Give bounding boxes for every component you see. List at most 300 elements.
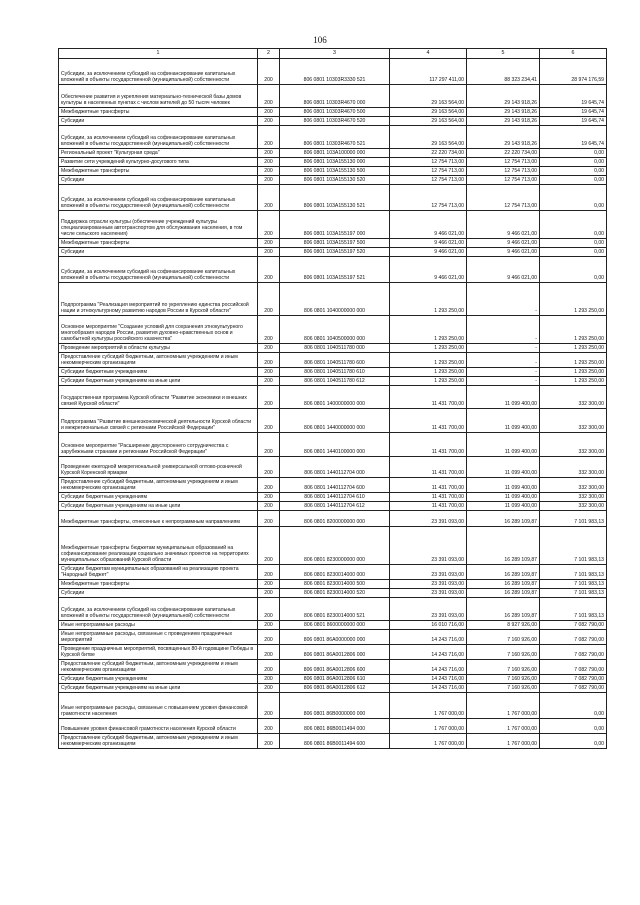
approved-amount-cell: 1 767 000,00	[390, 693, 467, 719]
budget-classification-code-cell: 806 0801 86B0011494 600	[280, 734, 390, 749]
table-row	[59, 108, 607, 117]
expense-name-cell: Субсидии	[59, 248, 258, 257]
expense-name-cell: Предоставление субсидий бюджетным, автономным учреждениям и иным некоммерческим организациям	[59, 353, 258, 368]
unexecuted-amount-cell: 332 300,00	[540, 386, 607, 409]
expense-name-cell: Проведение праздничных мероприятий, посвященных 80-й годовщине Победы в Курской битве	[59, 645, 258, 660]
unexecuted-amount-cell: 332 300,00	[540, 478, 607, 493]
approved-amount-cell: 117 297 411,00	[390, 59, 467, 85]
expense-name-cell: Межбюджетные трансферты бюджетам муниципальных образований на софинансирование реализации социально значимых проектов на территориях муниципальных образований Курской области	[59, 527, 258, 565]
approved-amount-cell: 1 293 250,00	[390, 283, 467, 316]
table-row	[59, 409, 607, 433]
approved-amount-cell: 12 754 713,00	[390, 176, 467, 185]
unexecuted-amount-cell: 19 645,74	[540, 126, 607, 149]
budget-classification-code-cell: 806 0801 103A155197 520	[280, 248, 390, 257]
budget-classification-code-cell: 806 0801 1440112704 612	[280, 502, 390, 511]
unexecuted-amount-cell: 7 082 790,00	[540, 645, 607, 660]
expense-name-cell: Иные непрограммные расходы, связанные с повышением уровня финансовой грамотности населения	[59, 693, 258, 719]
line-code-cell: 200	[258, 117, 280, 126]
executed-amount-cell: 9 466 021,00	[467, 239, 540, 248]
executed-amount-cell: 29 143 918,26	[467, 126, 540, 149]
executed-amount-cell: 7 160 926,00	[467, 630, 540, 645]
column-header-2: 2	[258, 49, 280, 59]
expense-name-cell: Субсидии бюджетным учреждениям на иные цели	[59, 684, 258, 693]
executed-amount-cell: 1 767 000,00	[467, 719, 540, 734]
table-row	[59, 368, 607, 377]
budget-classification-code-cell: 806 0801 1040511780 600	[280, 353, 390, 368]
table-row	[59, 527, 607, 565]
budget-classification-code-cell: 806 0801 1440000000 000	[280, 409, 390, 433]
expense-name-cell: Субсидии бюджетным учреждениям на иные цели	[59, 502, 258, 511]
executed-amount-cell: 1 767 000,00	[467, 734, 540, 749]
executed-amount-cell: 9 466 021,00	[467, 211, 540, 239]
unexecuted-amount-cell: 7 082 790,00	[540, 660, 607, 675]
expense-name-cell: Основное мероприятие "Расширение двустороннего сотрудничества с зарубежными странами и регионами Российской Федерации"	[59, 433, 258, 457]
expense-name-cell: Межбюджетные трансферты	[59, 580, 258, 589]
budget-classification-code-cell: 806 0801 86A0012806 610	[280, 675, 390, 684]
approved-amount-cell: 23 391 093,00	[390, 580, 467, 589]
table-row	[59, 377, 607, 386]
line-code-cell: 200	[258, 719, 280, 734]
executed-amount-cell: 16 289 109,87	[467, 527, 540, 565]
expense-name-cell: Субсидии	[59, 589, 258, 598]
table-body	[59, 59, 607, 749]
budget-classification-code-cell: 806 0801 86A0012806 600	[280, 660, 390, 675]
approved-amount-cell: 1 767 000,00	[390, 719, 467, 734]
line-code-cell: 200	[258, 248, 280, 257]
unexecuted-amount-cell: 0,00	[540, 257, 607, 283]
unexecuted-amount-cell: 7 101 983,13	[540, 589, 607, 598]
unexecuted-amount-cell: 1 293 250,00	[540, 353, 607, 368]
unexecuted-amount-cell: 332 300,00	[540, 493, 607, 502]
executed-amount-cell: 9 466 021,00	[467, 248, 540, 257]
executed-amount-cell: 29 143 918,26	[467, 85, 540, 108]
line-code-cell: 200	[258, 589, 280, 598]
column-header-3: 3	[280, 49, 390, 59]
budget-classification-code-cell: 806 0801 8230000000 000	[280, 527, 390, 565]
expense-name-cell: Субсидии, за исключением субсидий на софинансирование капитальных вложений в объекты государственной (муниципальной) собственности	[59, 59, 258, 85]
expense-name-cell: Подпрограмма "Развитие внешнеэкономической деятельности Курской области и межрегиональных связей с регионами Российской Федерации"	[59, 409, 258, 433]
approved-amount-cell: 9 466 021,00	[390, 248, 467, 257]
column-number-row	[59, 49, 607, 59]
table-row	[59, 502, 607, 511]
line-code-cell: 200	[258, 377, 280, 386]
unexecuted-amount-cell: 1 293 250,00	[540, 283, 607, 316]
unexecuted-amount-cell: 0,00	[540, 158, 607, 167]
executed-amount-cell: 29 143 918,26	[467, 108, 540, 117]
table-row	[59, 353, 607, 368]
executed-amount-cell: 11 099 400,00	[467, 433, 540, 457]
approved-amount-cell: 14 243 716,00	[390, 630, 467, 645]
budget-classification-code-cell: 806 0801 1400000000 000	[280, 386, 390, 409]
executed-amount-cell: -	[467, 377, 540, 386]
table-row	[59, 478, 607, 493]
budget-classification-code-cell: 806 0801 86B0000000 000	[280, 693, 390, 719]
budget-classification-code-cell: 806 0801 1440100000 000	[280, 433, 390, 457]
budget-classification-code-cell: 806 0801 103A100000 000	[280, 149, 390, 158]
table-row	[59, 675, 607, 684]
executed-amount-cell: -	[467, 316, 540, 344]
budget-execution-table	[58, 48, 607, 749]
line-code-cell: 200	[258, 158, 280, 167]
expense-name-cell: Межбюджетные трансферты	[59, 239, 258, 248]
approved-amount-cell: 11 431 700,00	[390, 409, 467, 433]
executed-amount-cell: -	[467, 344, 540, 353]
table-row	[59, 117, 607, 126]
executed-amount-cell: 11 099 400,00	[467, 409, 540, 433]
line-code-cell: 200	[258, 511, 280, 527]
line-code-cell: 200	[258, 257, 280, 283]
expense-name-cell: Субсидии	[59, 176, 258, 185]
line-code-cell: 200	[258, 675, 280, 684]
approved-amount-cell: 14 243 716,00	[390, 675, 467, 684]
expense-name-cell: Региональный проект "Культурная среда"	[59, 149, 258, 158]
executed-amount-cell: 88 323 234,41	[467, 59, 540, 85]
approved-amount-cell: 29 163 564,00	[390, 126, 467, 149]
unexecuted-amount-cell: 1 293 250,00	[540, 344, 607, 353]
expense-name-cell: Субсидии, за исключением субсидий на софинансирование капитальных вложений в объекты государственной (муниципальной) собственности	[59, 598, 258, 621]
executed-amount-cell: 7 160 926,00	[467, 675, 540, 684]
line-code-cell: 200	[258, 185, 280, 211]
line-code-cell: 200	[258, 565, 280, 580]
expense-name-cell: Субсидии бюджетам муниципальных образований на реализацию проекта "Народный бюджет"	[59, 565, 258, 580]
line-code-cell: 200	[258, 368, 280, 377]
executed-amount-cell: 7 160 926,00	[467, 684, 540, 693]
budget-classification-code-cell: 806 0801 10303R4670 520	[280, 117, 390, 126]
page-number: 106	[313, 35, 327, 45]
table-row	[59, 621, 607, 630]
line-code-cell: 200	[258, 527, 280, 565]
table-row	[59, 126, 607, 149]
line-code-cell: 200	[258, 502, 280, 511]
approved-amount-cell: 11 431 700,00	[390, 433, 467, 457]
approved-amount-cell: 12 754 713,00	[390, 185, 467, 211]
budget-classification-code-cell: 806 0801 103A155130 520	[280, 176, 390, 185]
unexecuted-amount-cell: 7 101 983,13	[540, 565, 607, 580]
line-code-cell: 200	[258, 493, 280, 502]
expense-name-cell: Субсидии, за исключением субсидий на софинансирование капитальных вложений в объекты государственной (муниципальной) собственности	[59, 126, 258, 149]
line-code-cell: 200	[258, 239, 280, 248]
executed-amount-cell: -	[467, 283, 540, 316]
line-code-cell: 200	[258, 344, 280, 353]
budget-classification-code-cell: 806 0801 8230014000 521	[280, 598, 390, 621]
table-row	[59, 693, 607, 719]
executed-amount-cell: 11 099 400,00	[467, 457, 540, 478]
line-code-cell: 200	[258, 149, 280, 158]
approved-amount-cell: 1 293 250,00	[390, 344, 467, 353]
budget-classification-code-cell: 806 0801 1440112704 610	[280, 493, 390, 502]
executed-amount-cell: 12 754 713,00	[467, 185, 540, 211]
expense-name-cell: Межбюджетные трансферты, отнесенные к непрограммным направлениям	[59, 511, 258, 527]
line-code-cell: 200	[258, 167, 280, 176]
budget-classification-code-cell: 806 0801 1440112704 000	[280, 457, 390, 478]
line-code-cell: 200	[258, 409, 280, 433]
approved-amount-cell: 29 163 564,00	[390, 85, 467, 108]
approved-amount-cell: 22 220 734,00	[390, 149, 467, 158]
expense-name-cell: Субсидии бюджетным учреждениям	[59, 368, 258, 377]
expense-name-cell: Субсидии, за исключением субсидий на софинансирование капитальных вложений в объекты государственной (муниципальной) собственности	[59, 257, 258, 283]
table-row	[59, 565, 607, 580]
unexecuted-amount-cell: 0,00	[540, 719, 607, 734]
unexecuted-amount-cell: 7 082 790,00	[540, 621, 607, 630]
line-code-cell: 200	[258, 598, 280, 621]
approved-amount-cell: 23 391 093,00	[390, 598, 467, 621]
expense-name-cell: Предоставление субсидий бюджетным, автономным учреждениям и иным некоммерческим организациям	[59, 478, 258, 493]
approved-amount-cell: 1 293 250,00	[390, 368, 467, 377]
unexecuted-amount-cell: 1 293 250,00	[540, 316, 607, 344]
executed-amount-cell: 16 289 109,87	[467, 511, 540, 527]
executed-amount-cell: 22 220 734,00	[467, 149, 540, 158]
budget-classification-code-cell: 806 0801 103A155130 500	[280, 167, 390, 176]
table-row	[59, 257, 607, 283]
unexecuted-amount-cell: 332 300,00	[540, 457, 607, 478]
unexecuted-amount-cell: 0,00	[540, 167, 607, 176]
line-code-cell: 200	[258, 353, 280, 368]
line-code-cell: 200	[258, 621, 280, 630]
executed-amount-cell: 7 160 926,00	[467, 660, 540, 675]
unexecuted-amount-cell: 0,00	[540, 211, 607, 239]
table-row	[59, 684, 607, 693]
budget-classification-code-cell: 806 0801 1040511780 610	[280, 368, 390, 377]
unexecuted-amount-cell: 0,00	[540, 239, 607, 248]
approved-amount-cell: 23 391 093,00	[390, 511, 467, 527]
line-code-cell: 200	[258, 59, 280, 85]
line-code-cell: 200	[258, 734, 280, 749]
expense-name-cell: Поддержка отрасли культуры (обеспечение учреждений культуры специализированным автотранспортом для обслуживания населения, в том числе сельского населения)	[59, 211, 258, 239]
line-code-cell: 200	[258, 684, 280, 693]
executed-amount-cell: 1 767 000,00	[467, 693, 540, 719]
unexecuted-amount-cell: 0,00	[540, 176, 607, 185]
budget-classification-code-cell: 806 0801 10303R4670 521	[280, 126, 390, 149]
budget-classification-code-cell: 806 0801 103A155197 521	[280, 257, 390, 283]
unexecuted-amount-cell: 28 974 176,59	[540, 59, 607, 85]
approved-amount-cell: 9 466 021,00	[390, 257, 467, 283]
table-row	[59, 248, 607, 257]
executed-amount-cell: 11 099 400,00	[467, 478, 540, 493]
approved-amount-cell: 1 293 250,00	[390, 353, 467, 368]
unexecuted-amount-cell: 7 101 983,13	[540, 527, 607, 565]
line-code-cell: 200	[258, 85, 280, 108]
expense-name-cell: Субсидии	[59, 117, 258, 126]
executed-amount-cell: 29 143 918,26	[467, 117, 540, 126]
line-code-cell: 200	[258, 580, 280, 589]
unexecuted-amount-cell: 0,00	[540, 248, 607, 257]
executed-amount-cell: 11 099 400,00	[467, 493, 540, 502]
line-code-cell: 200	[258, 211, 280, 239]
approved-amount-cell: 11 431 700,00	[390, 457, 467, 478]
unexecuted-amount-cell: 1 293 250,00	[540, 377, 607, 386]
executed-amount-cell: 16 289 109,87	[467, 598, 540, 621]
table-row	[59, 344, 607, 353]
unexecuted-amount-cell: 332 300,00	[540, 433, 607, 457]
approved-amount-cell: 23 391 093,00	[390, 565, 467, 580]
expense-name-cell: Обеспечение развития и укрепления материально-технической базы домов культуры в населенных пунктах с числом жителей до 50 тысяч человек	[59, 85, 258, 108]
table-row	[59, 386, 607, 409]
budget-classification-code-cell: 806 0801 8230014000 000	[280, 565, 390, 580]
executed-amount-cell: 9 466 021,00	[467, 257, 540, 283]
table-row	[59, 433, 607, 457]
expense-name-cell: Иные непрограммные расходы, связанные с проведением праздничных мероприятий	[59, 630, 258, 645]
budget-classification-code-cell: 806 0801 8230014000 500	[280, 580, 390, 589]
budget-classification-code-cell: 806 0801 10303R3330 521	[280, 59, 390, 85]
budget-classification-code-cell: 806 0801 86A0012806 000	[280, 645, 390, 660]
table-row	[59, 457, 607, 478]
approved-amount-cell: 14 243 716,00	[390, 660, 467, 675]
table-row	[59, 493, 607, 502]
expense-name-cell: Государственная программа Курской области "Развитие экономики и внешних связей Курской области"	[59, 386, 258, 409]
table-row	[59, 211, 607, 239]
executed-amount-cell: 12 754 713,00	[467, 158, 540, 167]
approved-amount-cell: 12 754 713,00	[390, 158, 467, 167]
expense-name-cell: Межбюджетные трансферты	[59, 108, 258, 117]
unexecuted-amount-cell: 7 082 790,00	[540, 684, 607, 693]
line-code-cell: 200	[258, 630, 280, 645]
line-code-cell: 200	[258, 126, 280, 149]
table-row	[59, 316, 607, 344]
unexecuted-amount-cell: 7 082 790,00	[540, 630, 607, 645]
table-row	[59, 630, 607, 645]
expense-name-cell: Субсидии бюджетным учреждениям на иные цели	[59, 377, 258, 386]
budget-classification-code-cell: 806 0801 103A155197 500	[280, 239, 390, 248]
executed-amount-cell: 11 099 400,00	[467, 502, 540, 511]
line-code-cell: 200	[258, 693, 280, 719]
executed-amount-cell: 16 289 109,87	[467, 580, 540, 589]
approved-amount-cell: 1 293 250,00	[390, 316, 467, 344]
unexecuted-amount-cell: 19 645,74	[540, 108, 607, 117]
approved-amount-cell: 23 391 093,00	[390, 527, 467, 565]
expense-name-cell: Основное мероприятие "Создание условий для сохранения этнокультурного многообразия народов России, развития духовно-нравственных основ и самобытной культуры российского казачества"	[59, 316, 258, 344]
executed-amount-cell: 16 289 109,87	[467, 589, 540, 598]
expense-name-cell: Проведение ежегодной межрегиональной универсальной оптово-розничной Курской Коренской ярмарки	[59, 457, 258, 478]
approved-amount-cell: 11 431 700,00	[390, 502, 467, 511]
table-row	[59, 511, 607, 527]
unexecuted-amount-cell: 1 293 250,00	[540, 368, 607, 377]
executed-amount-cell: -	[467, 353, 540, 368]
table-row	[59, 283, 607, 316]
approved-amount-cell: 14 243 716,00	[390, 645, 467, 660]
line-code-cell: 200	[258, 386, 280, 409]
table-row	[59, 149, 607, 158]
approved-amount-cell: 9 466 021,00	[390, 239, 467, 248]
line-code-cell: 200	[258, 433, 280, 457]
unexecuted-amount-cell: 332 300,00	[540, 502, 607, 511]
unexecuted-amount-cell: 0,00	[540, 734, 607, 749]
column-header-5: 5	[467, 49, 540, 59]
budget-classification-code-cell: 806 0801 86B0011494 000	[280, 719, 390, 734]
unexecuted-amount-cell: 332 300,00	[540, 409, 607, 433]
line-code-cell: 200	[258, 478, 280, 493]
expense-name-cell: Повышение уровня финансовой грамотности населения Курской области	[59, 719, 258, 734]
approved-amount-cell: 11 431 700,00	[390, 386, 467, 409]
expense-name-cell: Субсидии бюджетным учреждениям	[59, 493, 258, 502]
executed-amount-cell: 11 099 400,00	[467, 386, 540, 409]
expense-name-cell: Субсидии бюджетным учреждениям	[59, 675, 258, 684]
unexecuted-amount-cell: 0,00	[540, 149, 607, 158]
budget-classification-code-cell: 806 0801 103A155130 000	[280, 158, 390, 167]
table-row	[59, 734, 607, 749]
table-row	[59, 589, 607, 598]
budget-classification-code-cell: 806 0801 86A0000000 000	[280, 630, 390, 645]
budget-classification-code-cell: 806 0801 103A155197 000	[280, 211, 390, 239]
table-row	[59, 719, 607, 734]
table-row	[59, 185, 607, 211]
budget-classification-code-cell: 806 0801 1040511780 000	[280, 344, 390, 353]
approved-amount-cell: 14 243 716,00	[390, 684, 467, 693]
approved-amount-cell: 29 163 564,00	[390, 108, 467, 117]
approved-amount-cell: 9 466 021,00	[390, 211, 467, 239]
budget-classification-code-cell: 806 0801 1440112704 600	[280, 478, 390, 493]
expense-name-cell: Иные непрограммные расходы	[59, 621, 258, 630]
unexecuted-amount-cell: 19 645,74	[540, 117, 607, 126]
budget-classification-code-cell: 806 0801 1040500000 000	[280, 316, 390, 344]
unexecuted-amount-cell: 0,00	[540, 185, 607, 211]
line-code-cell: 200	[258, 108, 280, 117]
approved-amount-cell: 12 754 713,00	[390, 167, 467, 176]
executed-amount-cell: 8 927 926,00	[467, 621, 540, 630]
table-row	[59, 85, 607, 108]
executed-amount-cell: -	[467, 368, 540, 377]
expense-name-cell: Проведение мероприятий в области культуры	[59, 344, 258, 353]
table-row	[59, 660, 607, 675]
unexecuted-amount-cell: 7 101 983,13	[540, 511, 607, 527]
table-row	[59, 158, 607, 167]
budget-classification-code-cell: 806 0801 1040000000 000	[280, 283, 390, 316]
approved-amount-cell: 16 010 716,00	[390, 621, 467, 630]
unexecuted-amount-cell: 19 645,74	[540, 85, 607, 108]
table-row	[59, 645, 607, 660]
column-header-4: 4	[390, 49, 467, 59]
line-code-cell: 200	[258, 645, 280, 660]
expense-name-cell: Субсидии, за исключением субсидий на софинансирование капитальных вложений в объекты государственной (муниципальной) собственности	[59, 185, 258, 211]
budget-classification-code-cell: 806 0801 8230014000 520	[280, 589, 390, 598]
unexecuted-amount-cell: 7 101 983,13	[540, 580, 607, 589]
expense-name-cell: Предоставление субсидий бюджетным, автономным учреждениям и иным некоммерческим организациям	[59, 660, 258, 675]
unexecuted-amount-cell: 0,00	[540, 693, 607, 719]
unexecuted-amount-cell: 7 082 790,00	[540, 675, 607, 684]
table-row	[59, 59, 607, 85]
line-code-cell: 200	[258, 176, 280, 185]
budget-classification-code-cell: 806 0801 8200000000 000	[280, 511, 390, 527]
column-header-1: 1	[59, 49, 258, 59]
expense-name-cell: Подпрограмма "Реализация мероприятий по укреплению единства российской нации и этнокультурному развитию народов России в Курской области"	[59, 283, 258, 316]
table-row	[59, 167, 607, 176]
expense-name-cell: Межбюджетные трансферты	[59, 167, 258, 176]
executed-amount-cell: 12 754 713,00	[467, 176, 540, 185]
table-row	[59, 239, 607, 248]
budget-classification-code-cell: 806 0801 1040511780 612	[280, 377, 390, 386]
table-row	[59, 176, 607, 185]
unexecuted-amount-cell: 7 101 983,13	[540, 598, 607, 621]
budget-classification-code-cell: 806 0801 10303R4670 000	[280, 85, 390, 108]
column-header-6: 6	[540, 49, 607, 59]
table-row	[59, 598, 607, 621]
approved-amount-cell: 11 431 700,00	[390, 493, 467, 502]
approved-amount-cell: 23 391 093,00	[390, 589, 467, 598]
budget-classification-code-cell: 806 0801 86A0012806 612	[280, 684, 390, 693]
line-code-cell: 200	[258, 316, 280, 344]
executed-amount-cell: 7 160 926,00	[467, 645, 540, 660]
table-row	[59, 580, 607, 589]
approved-amount-cell: 29 163 564,00	[390, 117, 467, 126]
line-code-cell: 200	[258, 457, 280, 478]
executed-amount-cell: 16 289 109,87	[467, 565, 540, 580]
approved-amount-cell: 11 431 700,00	[390, 478, 467, 493]
executed-amount-cell: 12 754 713,00	[467, 167, 540, 176]
budget-classification-code-cell: 806 0801 103A155130 521	[280, 185, 390, 211]
line-code-cell: 200	[258, 283, 280, 316]
budget-classification-code-cell: 806 0801 10303R4670 500	[280, 108, 390, 117]
approved-amount-cell: 1 293 250,00	[390, 377, 467, 386]
budget-classification-code-cell: 806 0801 8600000000 000	[280, 621, 390, 630]
